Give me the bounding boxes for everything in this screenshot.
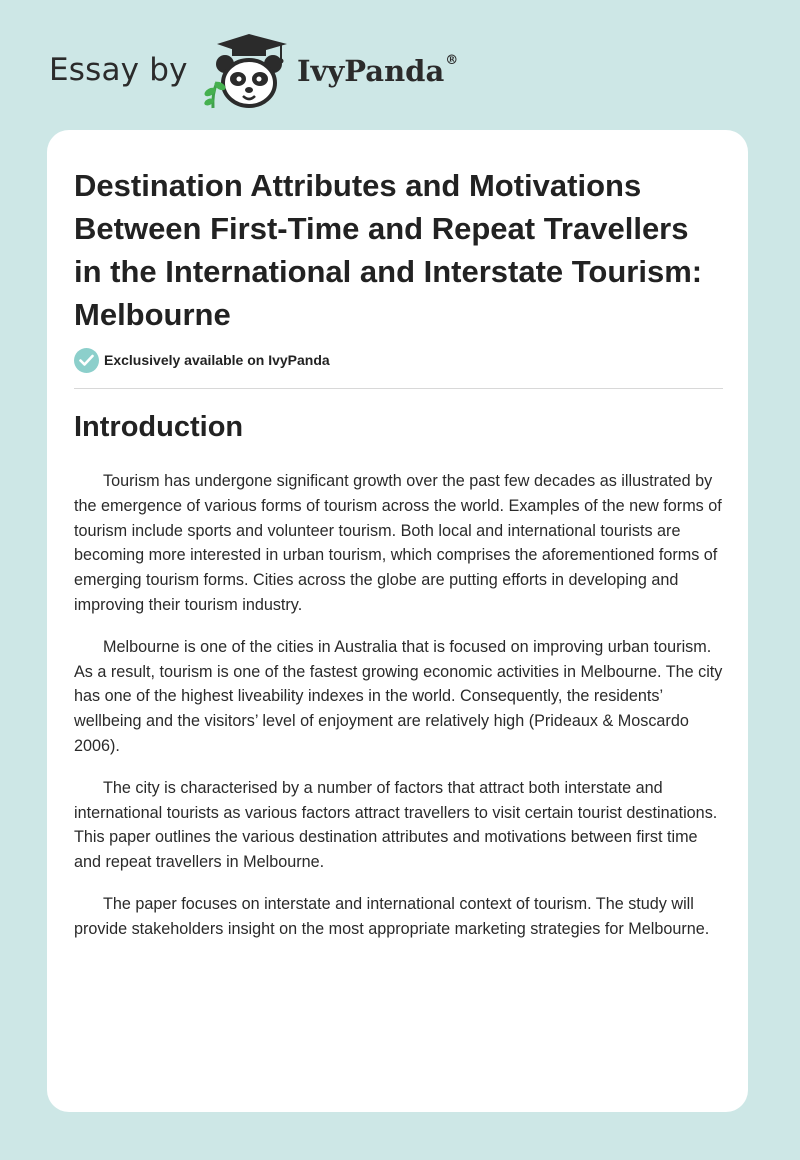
essay-by-label: Essay by <box>49 52 188 88</box>
registered-mark: ® <box>445 53 459 69</box>
exclusive-badge <box>74 347 330 373</box>
panda-logo-icon[interactable] <box>201 32 293 110</box>
site-header <box>47 30 487 110</box>
paragraph: The city is characterised by a number of factors that attract both interstate and international tourists as various factors attract travellers to visit certain tourist destinations. This paper outlines the various destination attributes and motivations between first time and repeat travellers in Melbourne. <box>74 778 718 872</box>
badge-label: Exclusively available on IvyPanda <box>104 352 330 368</box>
essay-card <box>47 130 748 1112</box>
page-title: Destination Attributes and Motivations Between First-Time and Repeat Travellers in the International and Interstate Tourism: Melbourne <box>74 168 703 332</box>
brand-name[interactable] <box>297 54 458 88</box>
checkmark-icon <box>74 348 99 373</box>
paragraph: The paper focuses on interstate and international context of tourism. The study will provide stakeholders insight on the most appropriate marketing strategies for Melbourne. <box>74 894 710 938</box>
paragraph: Tourism has undergone significant growth over the past few decades as illustrated by the emergence of various forms of tourism across the world. Examples of the new forms of tourism include sports and volunteer tourism. Both local and international tourists are becoming more interested in urban tourism, which comprises the aforementioned forms of emerging tourism forms. Cities across the globe are putting efforts in developing and improving their tourism industry. <box>74 472 722 614</box>
divider <box>74 388 723 389</box>
article-body <box>74 469 724 959</box>
section-heading: Introduction <box>74 411 244 443</box>
brand-name-text: IvyPanda <box>297 54 445 88</box>
paragraph: Melbourne is one of the cities in Australia that is focused on improving urban tourism. As a result, tourism is one of the fastest growing economic activities in Melbourne. The city has one of the highest liveability indexes in the world. Consequently, the residents’ wellbeing and the visitors’ level of enjoyment are relatively high (Prideaux & Moscardo 2006). <box>74 637 723 755</box>
